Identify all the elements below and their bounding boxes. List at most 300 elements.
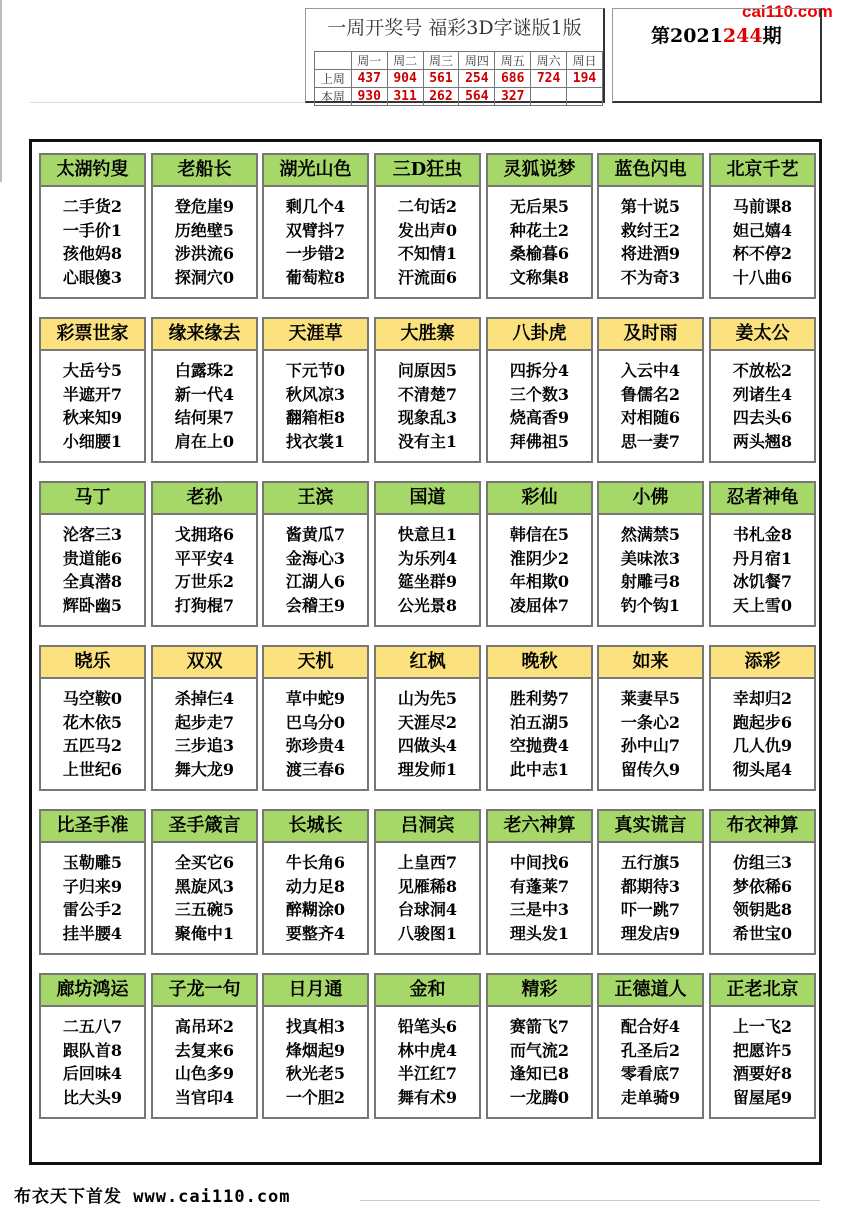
riddle-card-lines (599, 1015, 702, 1109)
riddle-line: 三是中3 (509, 900, 570, 919)
riddle-card-title: 彩仙 (488, 483, 591, 515)
riddle-line: 上皇西7 (397, 853, 458, 872)
riddle-card (597, 481, 704, 627)
riddle-card-lines (488, 687, 591, 781)
riddle-line: 动力足8 (285, 876, 346, 896)
riddle-line: 见雁稀8 (397, 876, 458, 896)
site-logo-text: cai110.com (742, 2, 833, 21)
riddle-card-lines (376, 195, 479, 289)
riddle-line: 翻箱柜8 (285, 408, 346, 427)
riddle-card-title: 天机 (264, 647, 367, 679)
riddle-card-lines (488, 851, 591, 945)
riddle-card-title: 红枫 (376, 647, 479, 679)
riddle-line: 走单骑9 (620, 1087, 681, 1107)
riddle-line: 双臂抖7 (285, 220, 346, 240)
riddle-card-title: 添彩 (711, 647, 814, 679)
riddle-line: 几人仇9 (732, 736, 793, 755)
riddle-line: 零看底7 (620, 1064, 681, 1083)
riddle-line: 牛长角6 (285, 853, 346, 872)
riddle-line: 金海心3 (285, 548, 346, 568)
riddle-line: 舞大龙9 (174, 759, 235, 779)
riddle-line: 吓一跳7 (620, 900, 681, 919)
riddle-line: 巴乌分0 (285, 712, 346, 732)
riddle-line: 冰饥餐7 (732, 572, 793, 591)
riddle-line: 韩信在5 (509, 525, 570, 544)
riddle-line: 对相随6 (620, 408, 681, 427)
riddle-line: 美味浓3 (620, 548, 681, 568)
draw-number: 327 (495, 88, 531, 106)
riddle-card (709, 809, 816, 955)
riddle-line: 上世纪6 (62, 759, 123, 779)
riddle-line: 舞有术9 (397, 1087, 458, 1107)
riddle-line: 筵坐群9 (397, 572, 458, 591)
riddle-line: 射雕弓8 (620, 572, 681, 591)
riddle-card (151, 809, 258, 955)
draw-number: 561 (423, 70, 459, 88)
riddle-card-lines (711, 851, 814, 945)
riddle-card-title: 比圣手准 (41, 811, 144, 843)
riddle-card-lines (711, 523, 814, 617)
riddle-line: 快意旦1 (397, 525, 458, 544)
issue-suffix: 期 (762, 25, 782, 47)
riddle-card (151, 973, 258, 1119)
riddle-line: 黑旋风3 (174, 876, 235, 896)
draw-number: 311 (387, 88, 423, 106)
issue-number (651, 21, 782, 48)
riddle-card (262, 809, 369, 955)
riddle-line: 逢知已8 (509, 1064, 570, 1083)
divider (30, 102, 305, 103)
riddle-line: 文称集8 (509, 267, 570, 287)
riddle-card-lines (376, 1015, 479, 1109)
riddle-card-lines (41, 523, 144, 617)
riddle-card-title: 天涯草 (264, 319, 367, 351)
riddle-card (262, 153, 369, 299)
riddle-card-lines (153, 851, 256, 945)
riddle-card-title: 老船长 (153, 155, 256, 187)
riddle-card-lines (376, 523, 479, 617)
riddle-line: 第十说5 (620, 197, 681, 216)
riddle-card-title: 吕洞宾 (376, 811, 479, 843)
riddle-line: 跟队首8 (62, 1040, 123, 1060)
riddle-card (39, 481, 146, 627)
riddle-card (709, 317, 816, 463)
riddle-line: 配合好4 (620, 1017, 681, 1036)
riddle-card-lines (264, 195, 367, 289)
day-label: 周三 (423, 52, 459, 70)
riddle-line: 杯不停2 (732, 244, 793, 263)
riddle-line: 肩在上0 (174, 431, 235, 451)
riddle-card (262, 645, 369, 791)
riddle-line: 凌屈体7 (509, 595, 570, 615)
riddle-card (486, 973, 593, 1119)
riddle-line: 醉糊涂0 (285, 900, 346, 919)
row-label: 上周 (315, 70, 352, 88)
riddle-line: 去复来6 (174, 1040, 235, 1060)
day-label: 周五 (495, 52, 531, 70)
riddle-line: 四拆分4 (509, 361, 570, 380)
riddle-card-title: 正德道人 (599, 975, 702, 1007)
draw-number: 904 (387, 70, 423, 88)
riddle-line: 理发师1 (397, 759, 458, 779)
riddle-card (486, 317, 593, 463)
riddle-card-title: 精彩 (488, 975, 591, 1007)
riddle-line: 半江红7 (397, 1064, 458, 1083)
draw-number: 437 (351, 70, 387, 88)
riddle-card-title: 小佛 (599, 483, 702, 515)
day-label: 周四 (459, 52, 495, 70)
riddle-line: 台球洞4 (397, 900, 458, 919)
riddle-line: 孔圣后2 (620, 1040, 681, 1060)
riddle-line: 赛箭飞7 (509, 1017, 570, 1036)
riddle-line: 而气流2 (509, 1040, 570, 1060)
riddle-card-lines (711, 1015, 814, 1109)
riddle-line: 问原因5 (397, 361, 458, 380)
riddle-card (486, 153, 593, 299)
riddle-card (709, 973, 816, 1119)
riddle-line: 马前课8 (732, 197, 793, 216)
riddle-card-lines (488, 359, 591, 453)
riddle-line: 剩几个4 (285, 197, 346, 216)
riddle-card (151, 153, 258, 299)
riddle-card (709, 153, 816, 299)
riddle-line: 梦依稀6 (732, 876, 793, 896)
riddle-line: 五行旗5 (620, 853, 681, 872)
riddle-line: 思一妻7 (620, 431, 681, 451)
riddle-line: 桑榆暮6 (509, 244, 570, 263)
riddle-line: 起步走7 (174, 712, 235, 732)
riddle-card-lines (41, 687, 144, 781)
riddle-line: 沦客三3 (62, 525, 123, 544)
riddle-line: 结何果7 (174, 408, 235, 427)
riddle-card (262, 481, 369, 627)
riddle-line: 登危崖9 (174, 197, 235, 216)
riddle-line: 不为奇3 (620, 267, 681, 287)
riddle-card-title: 晓乐 (41, 647, 144, 679)
riddle-line: 葡萄粒8 (285, 267, 346, 287)
riddle-line: 一条心2 (620, 712, 681, 732)
riddle-line: 下元节0 (285, 361, 346, 380)
riddle-line: 烧高香9 (509, 408, 570, 427)
riddle-line: 不放松2 (732, 361, 793, 380)
riddle-card (486, 481, 593, 627)
draw-number: 564 (459, 88, 495, 106)
riddle-line: 淮阴少2 (509, 548, 570, 568)
riddle-line: 半遮开7 (62, 384, 123, 404)
riddle-card-title: 及时雨 (599, 319, 702, 351)
riddle-line: 新一代4 (174, 384, 235, 404)
riddle-card-title: 灵狐说梦 (488, 155, 591, 187)
riddle-card (597, 645, 704, 791)
day-label: 周一 (351, 52, 387, 70)
riddle-line: 山为先5 (397, 689, 458, 708)
riddle-line: 天上雪0 (732, 595, 793, 615)
riddle-card-title: 双双 (153, 647, 256, 679)
riddle-card (597, 809, 704, 955)
riddle-card-lines (41, 359, 144, 453)
riddle-card-title: 晚秋 (488, 647, 591, 679)
riddle-line: 钓个钩1 (620, 595, 681, 615)
riddle-line: 五匹马2 (62, 736, 123, 755)
riddle-card-title: 真实谎言 (599, 811, 702, 843)
riddle-line: 秋风凉3 (285, 384, 346, 404)
riddle-card-lines (711, 195, 814, 289)
riddle-line: 书札金8 (732, 525, 793, 544)
riddle-line: 三个数3 (509, 384, 570, 404)
riddle-line: 子归来9 (62, 876, 123, 896)
day-label: 周六 (531, 52, 567, 70)
issue-prefix: 第2021 (651, 25, 723, 47)
riddle-line: 平平安4 (174, 548, 235, 568)
riddle-line: 空抛费4 (509, 736, 570, 755)
riddle-card-lines (376, 851, 479, 945)
riddle-card-lines (376, 359, 479, 453)
issue-highlight: 244 (722, 25, 763, 47)
riddle-line: 找真相3 (285, 1017, 346, 1036)
riddle-line: 公光景8 (397, 595, 458, 615)
riddle-line: 大岳兮5 (62, 361, 123, 380)
riddle-card-title: 三D狂虫 (376, 155, 479, 187)
riddle-line: 泊五湖5 (509, 712, 570, 732)
riddle-card (374, 153, 481, 299)
riddle-card (262, 973, 369, 1119)
draw-number (531, 88, 567, 106)
draw-number: 194 (567, 70, 603, 88)
riddle-card (486, 645, 593, 791)
riddle-card-title: 老六神算 (488, 811, 591, 843)
riddle-card-lines (599, 359, 702, 453)
issue-panel (612, 8, 822, 103)
riddle-line: 杀掉仨4 (174, 689, 235, 708)
riddle-line: 探洞穴0 (174, 267, 235, 287)
riddle-line: 当官印4 (174, 1087, 235, 1107)
riddle-card (151, 481, 258, 627)
riddle-line: 涉洪流6 (174, 244, 235, 263)
riddle-card (374, 317, 481, 463)
riddle-line: 胜利势7 (509, 689, 570, 708)
riddle-line: 孙中山7 (620, 736, 681, 755)
riddle-card-lines (264, 523, 367, 617)
riddle-card (374, 645, 481, 791)
day-header-row (315, 52, 603, 70)
riddle-line: 鲁儒名2 (620, 384, 681, 404)
riddle-line: 救纣王2 (620, 220, 681, 240)
riddle-line: 戈拥珞6 (174, 525, 235, 544)
riddle-line: 打狗棍7 (174, 595, 235, 615)
riddle-card (262, 317, 369, 463)
riddle-card-title: 金和 (376, 975, 479, 1007)
riddle-card-title: 王滨 (264, 483, 367, 515)
riddle-card-lines (599, 523, 702, 617)
riddle-card-lines (488, 195, 591, 289)
riddle-line: 林中虎4 (397, 1040, 458, 1060)
riddle-line: 一个胆2 (285, 1087, 346, 1107)
riddle-card-lines (264, 687, 367, 781)
riddle-card (374, 809, 481, 955)
riddle-line: 三五碗5 (174, 900, 235, 919)
riddle-card-lines (711, 687, 814, 781)
riddle-card-lines (264, 359, 367, 453)
riddle-card (39, 645, 146, 791)
riddle-line: 烽烟起9 (285, 1040, 346, 1060)
riddle-line: 此中志1 (509, 759, 570, 779)
riddle-line: 列诸生4 (732, 384, 793, 404)
riddle-line: 渡三春6 (285, 759, 346, 779)
riddle-card-lines (41, 195, 144, 289)
left-edge-line (0, 0, 2, 182)
riddle-line: 挂半腰4 (62, 923, 123, 943)
riddle-card-lines (711, 359, 814, 453)
riddle-card (709, 645, 816, 791)
weekly-draw-panel (305, 8, 605, 103)
riddle-line: 一步错2 (285, 244, 346, 263)
draw-number: 724 (531, 70, 567, 88)
riddle-line: 仿组三3 (732, 853, 793, 872)
riddle-card-lines (264, 1015, 367, 1109)
riddle-line: 聚俺中1 (174, 923, 235, 943)
draw-number: 686 (495, 70, 531, 88)
riddle-line: 全买它6 (174, 853, 235, 872)
riddle-card-title: 缘来缘去 (153, 319, 256, 351)
riddle-card (709, 481, 816, 627)
riddle-line: 两头翘8 (732, 431, 793, 451)
riddle-line: 不清楚7 (397, 384, 458, 404)
riddle-line: 山色多9 (174, 1064, 235, 1083)
draw-number: 254 (459, 70, 495, 88)
riddle-card-title: 圣手箴言 (153, 811, 256, 843)
riddle-line: 四做头4 (397, 736, 458, 755)
riddle-card-title: 姜太公 (711, 319, 814, 351)
draw-number: 262 (423, 88, 459, 106)
riddle-line: 酱黄瓜7 (285, 525, 346, 544)
riddle-line: 将进酒9 (620, 244, 681, 263)
riddle-line: 贵道能6 (62, 548, 123, 568)
row-label: 本周 (315, 88, 352, 106)
riddle-line: 入云中4 (620, 361, 681, 380)
riddle-card (374, 481, 481, 627)
riddle-card-title: 长城长 (264, 811, 367, 843)
riddle-card (374, 973, 481, 1119)
riddle-card-title: 大胜寨 (376, 319, 479, 351)
riddle-line: 弥珍贵4 (285, 736, 346, 755)
riddle-card-lines (41, 851, 144, 945)
riddle-line: 江湖人6 (285, 572, 346, 591)
riddle-card-title: 太湖钓叟 (41, 155, 144, 187)
riddle-card-lines (488, 1015, 591, 1109)
riddle-line: 小细腰1 (62, 431, 123, 451)
riddle-line: 天涯尽2 (397, 712, 458, 732)
riddle-card (597, 153, 704, 299)
riddle-line: 玉勒雕5 (62, 853, 123, 872)
riddle-card-title: 国道 (376, 483, 479, 515)
riddle-card-lines (264, 851, 367, 945)
riddle-line: 二句话2 (397, 197, 458, 216)
riddle-line: 没有主1 (397, 431, 458, 451)
riddle-card-title: 湖光山色 (264, 155, 367, 187)
riddle-line: 上一飞2 (732, 1017, 793, 1036)
riddle-card-lines (153, 195, 256, 289)
riddle-card (597, 317, 704, 463)
riddle-card-lines (153, 523, 256, 617)
riddle-line: 草中蛇9 (285, 689, 346, 708)
riddle-card (151, 317, 258, 463)
riddle-line: 高吊环2 (174, 1017, 235, 1036)
riddle-line: 留屋尾9 (732, 1087, 793, 1107)
riddle-line: 妲己嬉4 (732, 220, 793, 240)
riddle-line: 秋来知9 (62, 408, 123, 427)
riddle-line: 二五八7 (62, 1017, 123, 1036)
riddle-line: 后回味4 (62, 1064, 123, 1083)
riddle-line: 八骏图1 (397, 923, 458, 943)
riddle-card-lines (153, 687, 256, 781)
riddle-card (39, 317, 146, 463)
riddle-card-title: 蓝色闪电 (599, 155, 702, 187)
last-week-row (315, 70, 603, 88)
riddle-line: 白露珠2 (174, 361, 235, 380)
weekly-draw-title: 一周开奖号 福彩3D字谜版1版 (327, 17, 582, 39)
draw-number (567, 88, 603, 106)
riddle-line: 辉卧幽5 (62, 595, 123, 615)
riddle-line: 十八曲6 (732, 267, 793, 287)
riddle-line: 年相欺0 (509, 572, 570, 591)
riddle-line: 三步追3 (174, 736, 235, 755)
riddle-card-title: 廊坊鸿运 (41, 975, 144, 1007)
riddle-line: 现象乱3 (397, 408, 458, 427)
riddle-card-title: 日月通 (264, 975, 367, 1007)
riddle-card-title: 老孙 (153, 483, 256, 515)
riddle-line: 万世乐2 (174, 572, 235, 591)
riddle-line: 花木依5 (62, 712, 123, 732)
riddle-card-title: 彩票世家 (41, 319, 144, 351)
riddle-card-lines (599, 687, 702, 781)
riddle-line: 理发店9 (620, 923, 681, 943)
riddle-card-title: 忍者神龟 (711, 483, 814, 515)
riddle-card-title: 北京千艺 (711, 155, 814, 187)
riddle-card-title: 八卦虎 (488, 319, 591, 351)
riddle-line: 比大头9 (62, 1087, 123, 1107)
riddle-line: 全真潜8 (62, 572, 123, 591)
riddle-line: 会稽王9 (285, 595, 346, 615)
riddle-line: 彻头尾4 (732, 759, 793, 779)
day-label: 周日 (567, 52, 603, 70)
riddle-card (39, 809, 146, 955)
riddle-card (597, 973, 704, 1119)
riddle-line: 理头发1 (509, 923, 570, 943)
riddle-line: 找衣裳1 (285, 431, 346, 451)
riddle-line: 历绝壁5 (174, 220, 235, 240)
riddle-card-title: 如来 (599, 647, 702, 679)
riddle-line: 莱妻早5 (620, 689, 681, 708)
riddle-line: 汗流面6 (397, 267, 458, 287)
riddle-line: 中间找6 (509, 853, 570, 872)
riddle-card-title: 布衣神算 (711, 811, 814, 843)
riddle-line: 无后果5 (509, 197, 570, 216)
riddle-line: 要整齐4 (285, 923, 346, 943)
riddle-card (39, 153, 146, 299)
riddle-line: 发出声0 (397, 220, 458, 240)
draw-number: 930 (351, 88, 387, 106)
riddle-line: 秋光老5 (285, 1064, 346, 1083)
riddle-line: 雷公手2 (62, 900, 123, 919)
riddle-line: 拜佛祖5 (509, 431, 570, 451)
riddle-line: 不知情1 (397, 244, 458, 263)
day-label: 周二 (387, 52, 423, 70)
riddle-line: 铅笔头6 (397, 1017, 458, 1036)
riddle-line: 然满禁5 (620, 525, 681, 544)
riddle-line: 马空鞍0 (62, 689, 123, 708)
riddle-line: 一手价1 (62, 220, 123, 240)
riddle-line: 留传久9 (620, 759, 681, 779)
